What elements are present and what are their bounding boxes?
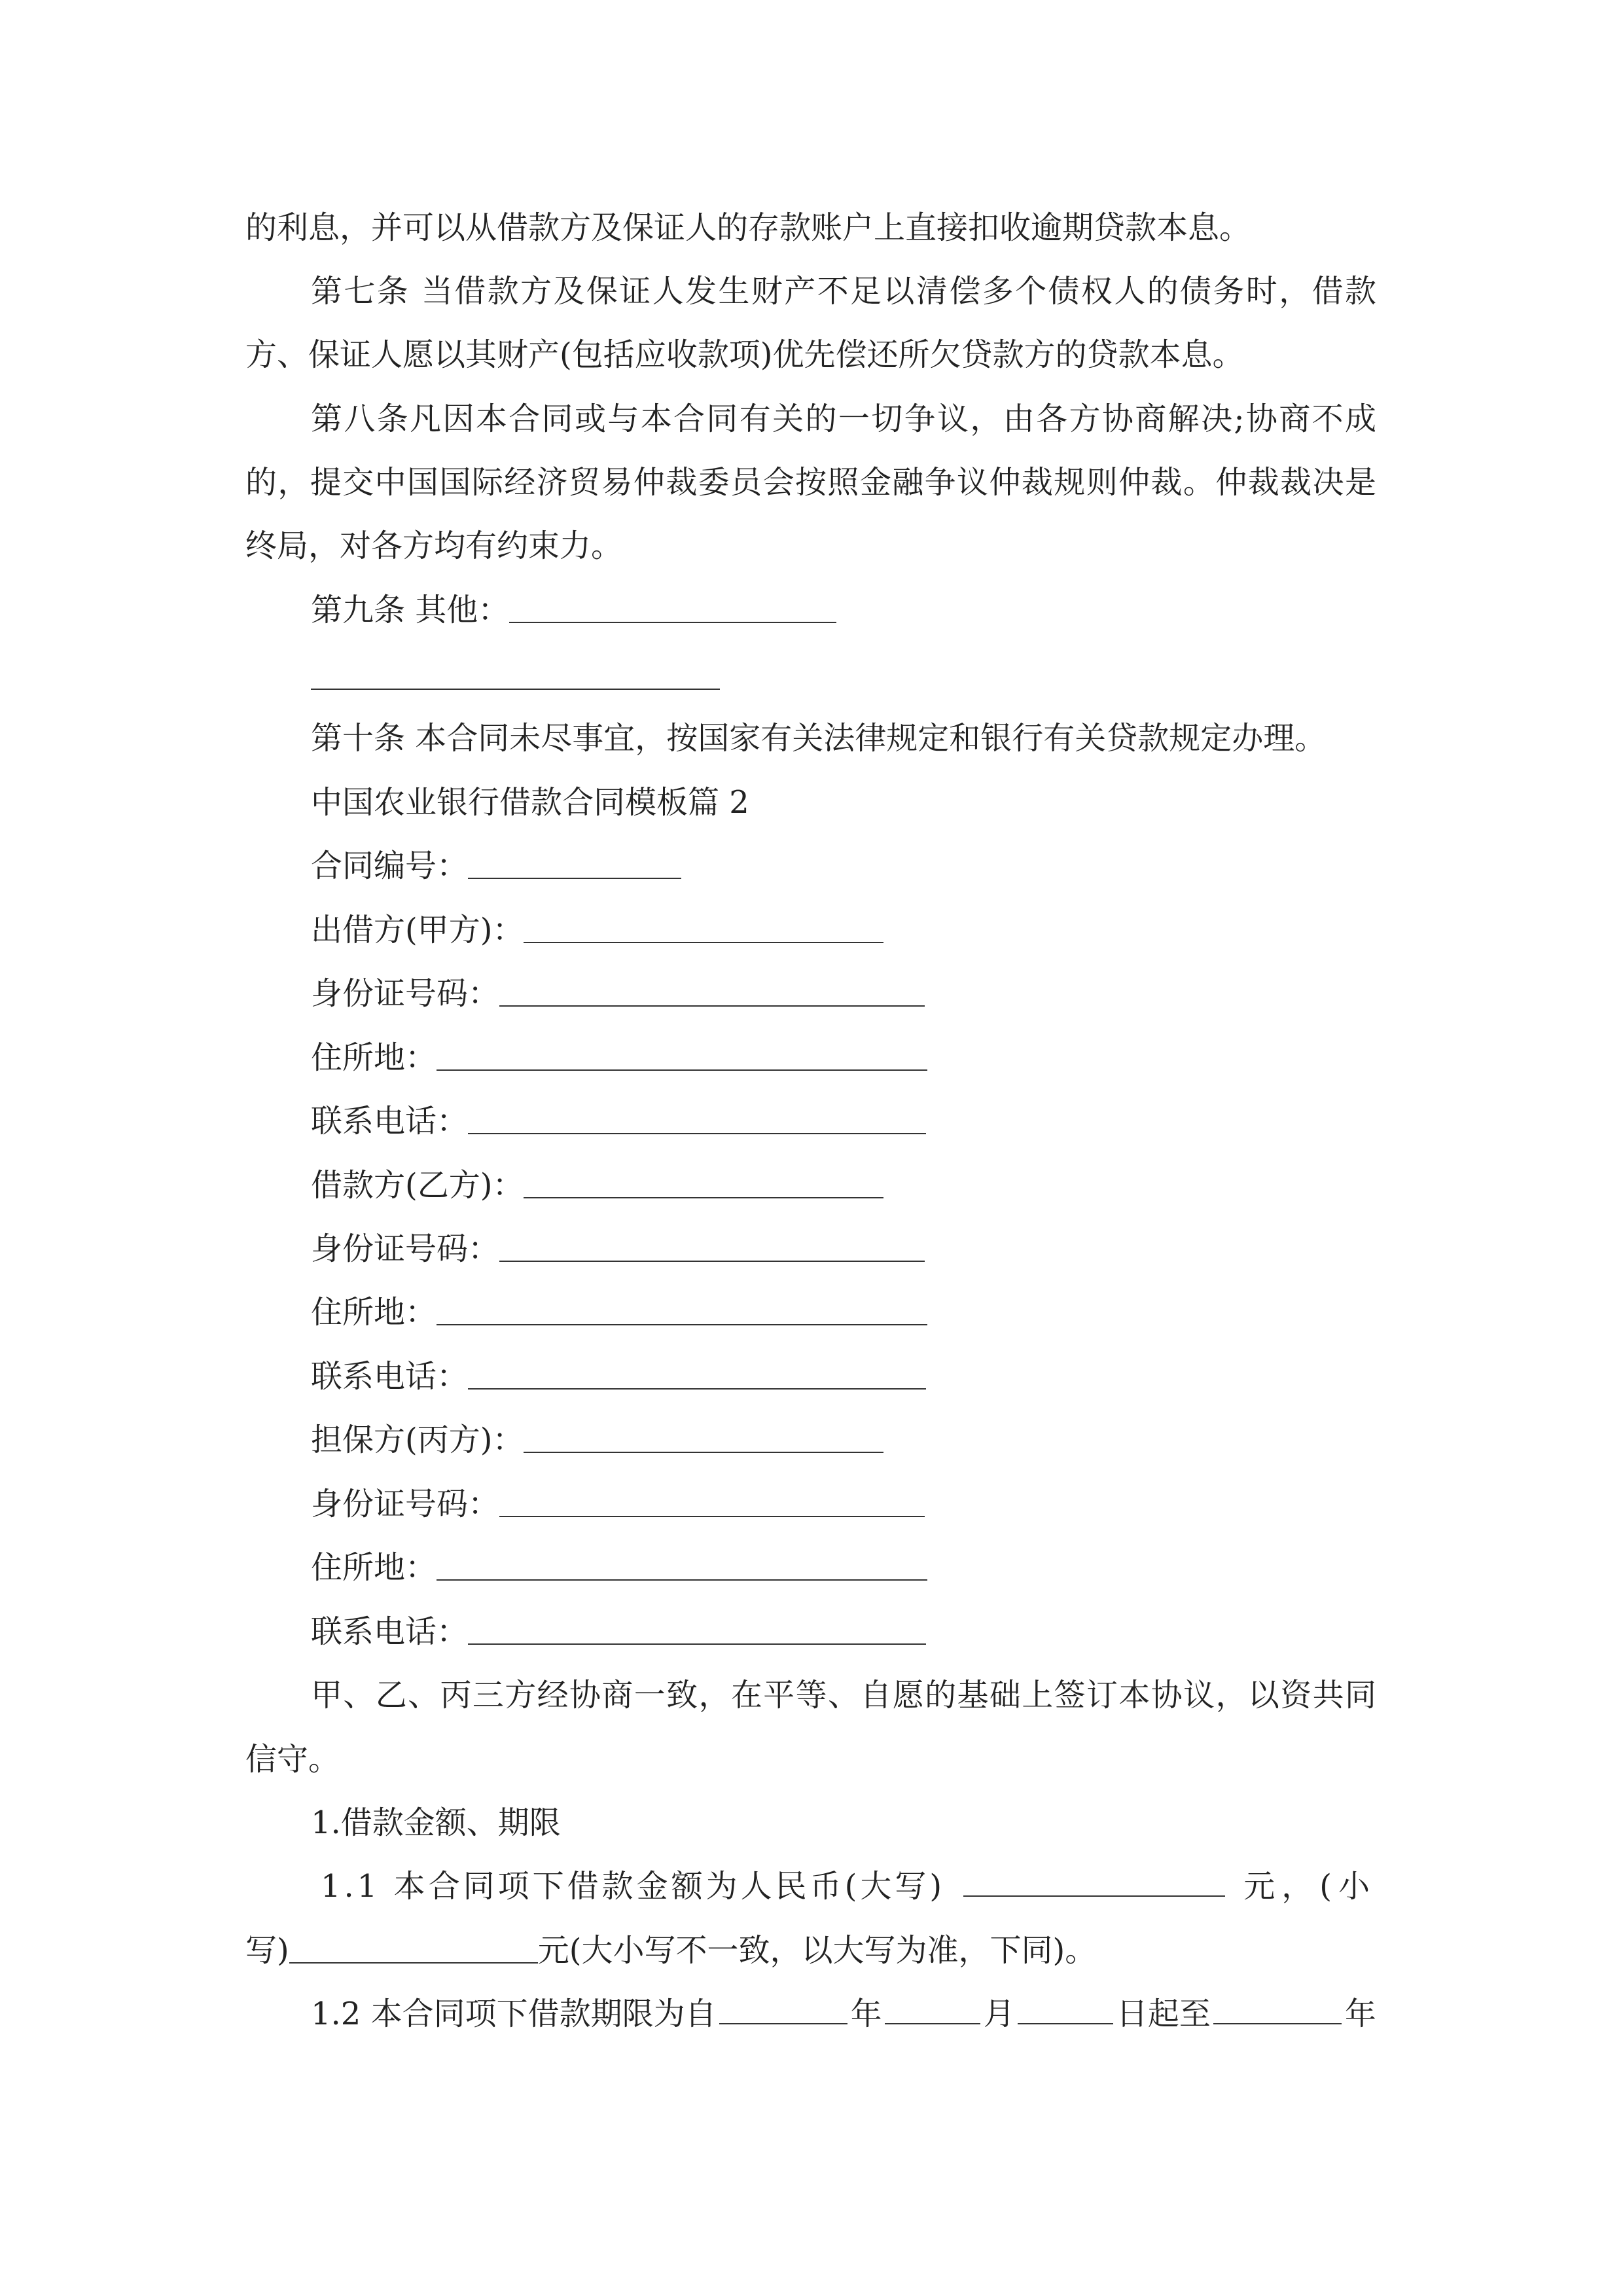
contract-number-row [311, 846, 681, 886]
guarantor-id-blank[interactable] [499, 1515, 925, 1517]
lender-blank[interactable] [524, 941, 883, 943]
guarantor-id-row [311, 1484, 925, 1524]
guarantor-label: 担保方(丙方)： [311, 1422, 524, 1458]
guarantor-phone-label: 联系电话： [311, 1613, 469, 1650]
clause-1-2-day: 日起至 [1116, 1996, 1211, 2032]
article-7-line-2: 方、保证人愿以其财产(包括应收款项)优先偿还所欠贷款方的贷款本息。 [245, 336, 1244, 373]
clause-1-2-month: 月 [983, 1996, 1015, 2032]
end-year-blank[interactable] [1213, 2022, 1342, 2024]
clause-1-1-line-2 [245, 1931, 1096, 1970]
lender-phone-blank[interactable] [468, 1132, 926, 1134]
clause-1-1-text: 1.1 本合同项下借款金额为人民币(大写) [321, 1868, 946, 1905]
guarantor-address-blank[interactable] [437, 1579, 927, 1581]
borrower-address-blank[interactable] [437, 1323, 927, 1325]
guarantor-address-label: 住所地： [311, 1549, 437, 1586]
clause-1-1-unit: 元，(小 [1243, 1868, 1376, 1905]
contract-number-blank[interactable] [468, 877, 681, 879]
lender-address-row [311, 1038, 927, 1077]
borrower-phone-blank[interactable] [468, 1388, 926, 1390]
clause-1-2-year-end: 年 [1344, 1996, 1376, 2032]
lender-address-blank[interactable] [437, 1069, 927, 1071]
clause-1-2-text: 1.2 本合同项下借款期限为自 [311, 1996, 717, 2032]
text-line: 的利息，并可以从借款方及保证人的存款账户上直接扣收逾期贷款本息。 [245, 209, 1251, 246]
article-8-line-2: 的，提交中国国际经济贸易仲裁委员会按照金融争议仲裁规则仲裁。仲裁裁决是 [245, 464, 1376, 501]
article-8-line-1: 第八条凡因本合同或与本合同有关的一切争议，由各方协商解决;协商不成 [311, 401, 1376, 437]
guarantor-phone-row [311, 1612, 926, 1651]
borrower-phone-label: 联系电话： [311, 1358, 469, 1395]
borrower-row [311, 1166, 883, 1205]
guarantor-blank[interactable] [524, 1451, 883, 1453]
lender-id-blank[interactable] [499, 1005, 925, 1007]
amount-upper-blank[interactable] [963, 1895, 1225, 1897]
clause-1-2-year: 年 [850, 1996, 882, 2032]
section-1-heading: 1.借款金额、期限 [311, 1804, 561, 1841]
borrower-label: 借款方(乙方)： [311, 1167, 524, 1204]
guarantor-phone-blank[interactable] [468, 1643, 926, 1645]
borrower-address-row [311, 1293, 927, 1332]
borrower-phone-row [311, 1357, 926, 1396]
guarantor-row [311, 1420, 883, 1460]
start-day-blank[interactable] [1018, 2022, 1113, 2024]
clause-1-2-line [311, 1994, 1376, 2034]
guarantor-address-row [311, 1548, 927, 1587]
guarantor-id-label: 身份证号码： [311, 1486, 500, 1522]
lender-label: 出借方(甲方)： [311, 912, 524, 948]
agreement-line-2: 信守。 [245, 1741, 340, 1778]
start-year-blank[interactable] [719, 2022, 847, 2024]
clause-1-1-lower-label: 写) [245, 1932, 289, 1969]
borrower-id-label: 身份证号码： [311, 1230, 500, 1267]
article-10: 第十条 本合同未尽事宜，按国家有关法律规定和银行有关贷款规定办理。 [311, 720, 1327, 757]
lender-phone-row [311, 1102, 926, 1141]
agreement-line-1: 甲、乙、丙三方经协商一致，在平等、自愿的基础上签订本协议，以资共同 [311, 1677, 1376, 1713]
article-9 [311, 590, 836, 630]
section-title: 中国农业银行借款合同模板篇 2 [311, 784, 749, 821]
contract-number-label: 合同编号： [311, 848, 469, 884]
article-8-line-3: 终局，对各方均有约束力。 [245, 528, 623, 564]
lender-id-label: 身份证号码： [311, 975, 500, 1012]
lender-row [311, 910, 883, 950]
article-9-blank[interactable] [509, 621, 836, 623]
article-9-blank-line-2[interactable] [311, 689, 720, 690]
borrower-blank[interactable] [524, 1196, 883, 1198]
article-9-label: 第九条 其他： [311, 592, 510, 628]
article-7-line-1: 第七条 当借款方及保证人发生财产不足以清偿多个债权人的债务时，借款 [311, 273, 1376, 310]
start-month-blank[interactable] [885, 2022, 980, 2024]
lender-address-label: 住所地： [311, 1039, 437, 1076]
lender-phone-label: 联系电话： [311, 1103, 469, 1139]
lender-id-row [311, 974, 925, 1013]
clause-1-1-line-1 [321, 1867, 1376, 1906]
borrower-id-blank[interactable] [499, 1260, 925, 1262]
amount-lower-blank[interactable] [289, 1962, 538, 1964]
borrower-id-row [311, 1229, 925, 1268]
clause-1-1-note: 元(大小写不一致，以大写为准，下同)。 [537, 1932, 1097, 1969]
borrower-address-label: 住所地： [311, 1294, 437, 1331]
